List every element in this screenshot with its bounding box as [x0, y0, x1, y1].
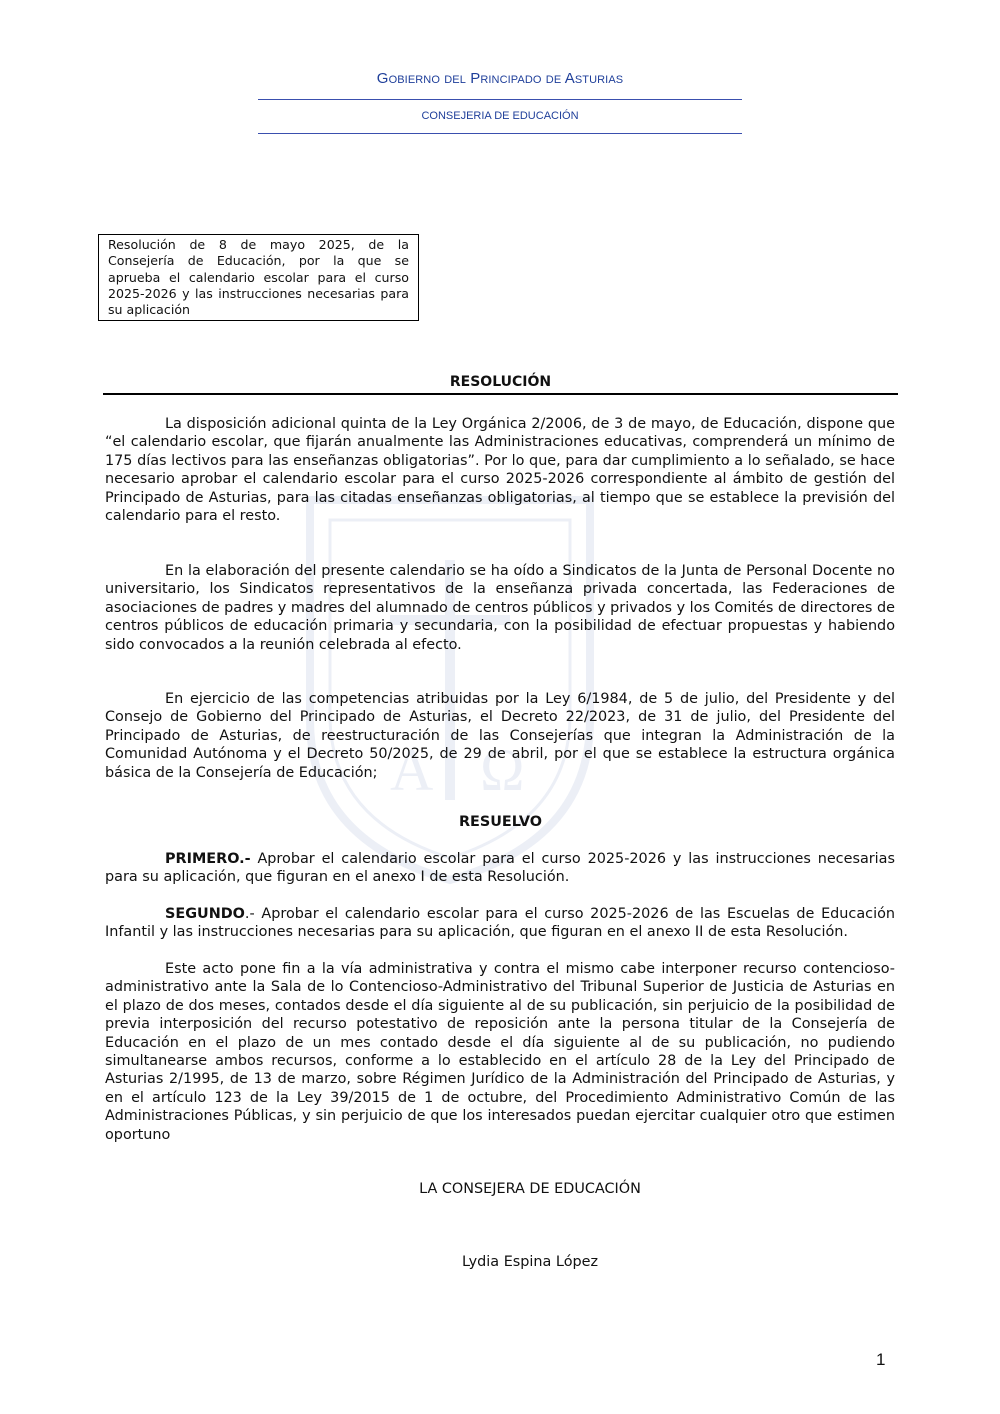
primero-label: PRIMERO.-	[165, 851, 251, 867]
header-rule-top	[258, 99, 742, 100]
department-title: CONSEJERIA DE EDUCACIÓN	[421, 110, 579, 122]
government-title: Gobierno del Principado de Asturias	[376, 70, 624, 87]
paragraph-3: En ejercicio de las competencias atribuidas por la Ley 6/1984, de 5 de julio, del Presidente y del Consejo de Gobierno del Principado de Asturias, el Decreto 22/2023, de 31 de julio, del Presidente del Principado de Asturias, de reestructuración de las Consejerías que integran la Administración de la Comunidad Autónoma y el Decreto 50/2025, de 29 de abril, por el que se establece la estructura orgánica básica de la Consejería de Educación;	[105, 691, 895, 781]
signature-title: LA CONSEJERA DE EDUCACIÓN	[419, 1181, 641, 1197]
svg-text:A: A	[390, 737, 434, 803]
resolution-summary-box: Resolución de 8 de mayo 2025, de la Consejería de Educación, por la que se aprueba el calendario escolar para el curso 2025-2026 y las instrucciones necesarias para su aplicación	[98, 234, 419, 321]
heading-rule	[103, 393, 898, 395]
segundo-text: .- Aprobar el calendario escolar para el curso 2025-2026 de las Escuelas de Educación Infantil y las instrucciones necesarias para su aplicación, que figuran en el anexo II de esta Resolución.	[105, 906, 895, 941]
paragraph-2: En la elaboración del presente calendario se ha oído a Sindicatos de la Junta de Personal Docente no universitario, los Sindicatos representativos de la enseñanza privada concertada, las Federaciones de asociaciones de padres y madres del alumnado de centros públicos y privados y los Comités de directores de centros públicos de educación primaria y secundaria, con la posibilidad de efectuar propuestas y habiendo sido convocados a la reunión celebrada al efecto.	[105, 563, 895, 653]
resuelvo-heading: RESUELVO	[458, 814, 543, 830]
primero-text: Aprobar el calendario escolar para el curso 2025-2026 y las instrucciones necesarias para su aplicación, que figuran en el anexo I de esta Resolución.	[105, 851, 895, 886]
paragraph-1: La disposición adicional quinta de la Ley Orgánica 2/2006, de 3 de mayo, de Educación, dispone que “el calendario escolar, que fijarán anualmente las Administraciones educativas, comprenderá un mínimo de 175 días lectivos para las enseñanzas obligatorias”. Por lo que, para dar cumplimiento a lo señalado, se hace necesario aprobar el calendario escolar para el curso 2025-2026 correspondiente al ámbito de gestión del Principado de Asturias, para las citadas enseñanzas obligatorias, al tiempo que se establece la previsión del calendario para el resto.	[105, 416, 895, 525]
segundo-paragraph	[105, 905, 895, 942]
header-rule-bottom	[258, 133, 742, 134]
segundo-label: SEGUNDO	[165, 906, 245, 922]
resolution-heading: RESOLUCIÓN	[449, 374, 552, 390]
recurso-paragraph: Este acto pone fin a la vía administrativa y contra el mismo cabe interponer recurso contencioso-administrativo ante la Sala de lo Contencioso-Administrativo del Tribunal Superior de Justicia de Asturias en el plazo de dos meses, contados desde el día siguiente al de su publicación, sin perjuicio de la posibilidad de previa interposición del recurso potestativo de reposición ante la persona titular de la Consejería de Educación en el plazo de un mes contado desde el día siguiente al de su publicación, no pudiendo simultanearse ambos recursos, conforme a lo establecido en el artículo 28 de la Ley del Principado de Asturias 2/1995, de 13 de marzo, sobre Régimen Jurídico de la Administración del Principado de Asturias, y en el artículo 123 de la Ley 39/2015 de 1 de octubre, del Procedimiento Administrativo Común de las Administraciones Públicas, y sin perjuicio de que los interesados puedan ejercitar cualquier otro que estimen oportuno	[105, 961, 895, 1143]
page-number: 1	[876, 1350, 886, 1369]
primero-paragraph	[105, 850, 895, 887]
svg-text:Ω: Ω	[480, 737, 525, 803]
signatory-name: Lydia Espina López	[461, 1254, 599, 1270]
